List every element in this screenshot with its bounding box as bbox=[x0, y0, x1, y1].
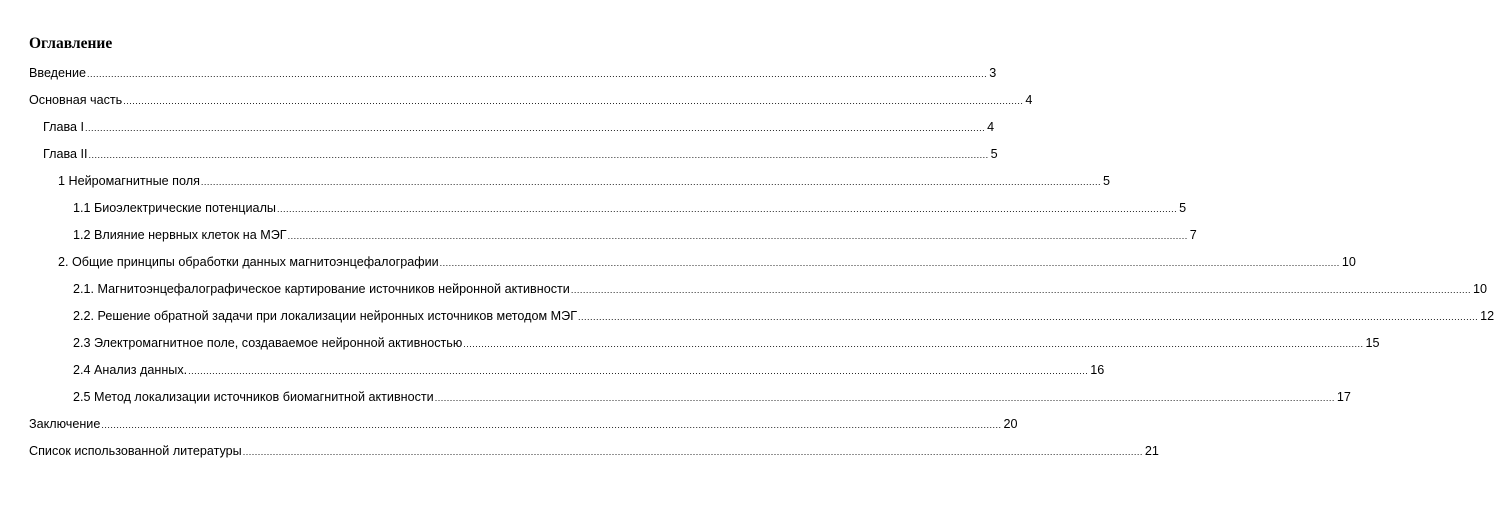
toc-entry-label: 2.2. Решение обратной задачи при локализации нейронных источников методом МЭГ bbox=[73, 309, 578, 323]
toc-leader-dots: ............................................................................................................................................................................................................................................................................................................ bbox=[570, 285, 1471, 295]
toc-leader-dots: ............................................................................................................................................................................................................................................................................................................ bbox=[101, 420, 1002, 430]
toc-leader-dots: ............................................................................................................................................................................................................................................................................................................ bbox=[578, 312, 1479, 322]
toc-entry-page: 5 bbox=[1103, 174, 1111, 188]
toc-entry[interactable] bbox=[29, 63, 997, 81]
toc-entry-label: Заключение bbox=[29, 417, 101, 431]
toc-leader-dots: ............................................................................................................................................................................................................................................................................................................ bbox=[287, 231, 1188, 241]
toc-entry[interactable] bbox=[58, 171, 1111, 189]
toc-leader-dots: ............................................................................................................................................................................................................................................................................................................ bbox=[123, 96, 1024, 106]
toc-leader-dots: ............................................................................................................................................................................................................................................................................................................ bbox=[463, 339, 1364, 349]
toc-leader-dots: ............................................................................................................................................................................................................................................................................................................ bbox=[188, 366, 1089, 376]
toc-entry-page: 3 bbox=[989, 66, 997, 80]
toc-heading: Оглавление bbox=[29, 35, 113, 52]
toc-entry-label: Глава I bbox=[43, 120, 85, 134]
toc-entry[interactable] bbox=[73, 198, 1187, 216]
toc-entry-page: 12 bbox=[1480, 309, 1494, 323]
toc-entry-label: 2.5 Метод локализации источников биомагнитной активности bbox=[73, 390, 434, 404]
toc-leader-dots: ............................................................................................................................................................................................................................................................................................................ bbox=[88, 150, 989, 160]
toc-entry[interactable] bbox=[73, 333, 1380, 351]
toc-leader-dots: ............................................................................................................................................................................................................................................................................................................ bbox=[200, 177, 1102, 187]
toc-entry-label: 2. Общие принципы обработки данных магнитоэнцефалографии bbox=[58, 255, 439, 269]
toc-entry-page: 4 bbox=[987, 120, 995, 134]
toc-entry-page: 5 bbox=[1179, 201, 1187, 215]
toc-entry[interactable] bbox=[29, 414, 1018, 432]
toc-entry-page: 16 bbox=[1090, 363, 1105, 377]
toc-entry-label: Глава II bbox=[43, 147, 88, 161]
toc-entry[interactable] bbox=[43, 144, 998, 162]
toc-leader-dots: ............................................................................................................................................................................................................................................................................................................ bbox=[87, 69, 988, 79]
toc-entry[interactable] bbox=[29, 90, 1033, 108]
toc-entry[interactable] bbox=[43, 117, 995, 135]
toc-entry-label: 2.1. Магнитоэнцефалографическое картирование источников нейронной активности bbox=[73, 282, 570, 296]
toc-entry-page: 4 bbox=[1025, 93, 1033, 107]
toc-entry-label: 2.3 Электромагнитное поле, создаваемое нейронной активностью bbox=[73, 336, 463, 350]
toc-leader-dots: ............................................................................................................................................................................................................................................................................................................ bbox=[276, 204, 1178, 214]
toc-entry-page: 20 bbox=[1003, 417, 1018, 431]
toc-entry-label: Введение bbox=[29, 66, 87, 80]
toc-entry-page: 15 bbox=[1365, 336, 1380, 350]
toc-entry-label: Основная часть bbox=[29, 93, 123, 107]
toc-entry[interactable] bbox=[73, 225, 1197, 243]
toc-leader-dots: ............................................................................................................................................................................................................................................................................................................ bbox=[434, 393, 1335, 403]
toc-entry-page: 10 bbox=[1472, 282, 1487, 296]
toc-leader-dots: ............................................................................................................................................................................................................................................................................................................ bbox=[85, 123, 986, 133]
toc-entry-page: 7 bbox=[1189, 228, 1197, 242]
toc-entry-page: 17 bbox=[1336, 390, 1351, 404]
toc-entry[interactable] bbox=[73, 387, 1351, 405]
toc-entry[interactable] bbox=[73, 360, 1105, 378]
toc-entry-label: 1 Нейромагнитные поля bbox=[58, 174, 200, 188]
toc-leader-dots: ............................................................................................................................................................................................................................................................................................................ bbox=[439, 258, 1340, 268]
toc-entry-label: Список использованной литературы bbox=[29, 444, 242, 458]
toc-entry-page: 10 bbox=[1341, 255, 1356, 269]
toc-entry[interactable] bbox=[73, 306, 1494, 324]
toc-entry-label: 2.4 Анализ данных. bbox=[73, 363, 188, 377]
toc-leader-dots: ............................................................................................................................................................................................................................................................................................................ bbox=[242, 447, 1143, 457]
toc-entry[interactable] bbox=[29, 441, 1159, 459]
toc-entry-label: 1.2 Влияние нервных клеток на МЭГ bbox=[73, 228, 287, 242]
toc-entry-label: 1.1 Биоэлектрические потенциалы bbox=[73, 201, 276, 215]
toc-entry[interactable] bbox=[73, 279, 1487, 297]
toc-entry-page: 21 bbox=[1144, 444, 1159, 458]
toc-entry[interactable] bbox=[58, 252, 1356, 270]
toc-entry-page: 5 bbox=[990, 147, 998, 161]
